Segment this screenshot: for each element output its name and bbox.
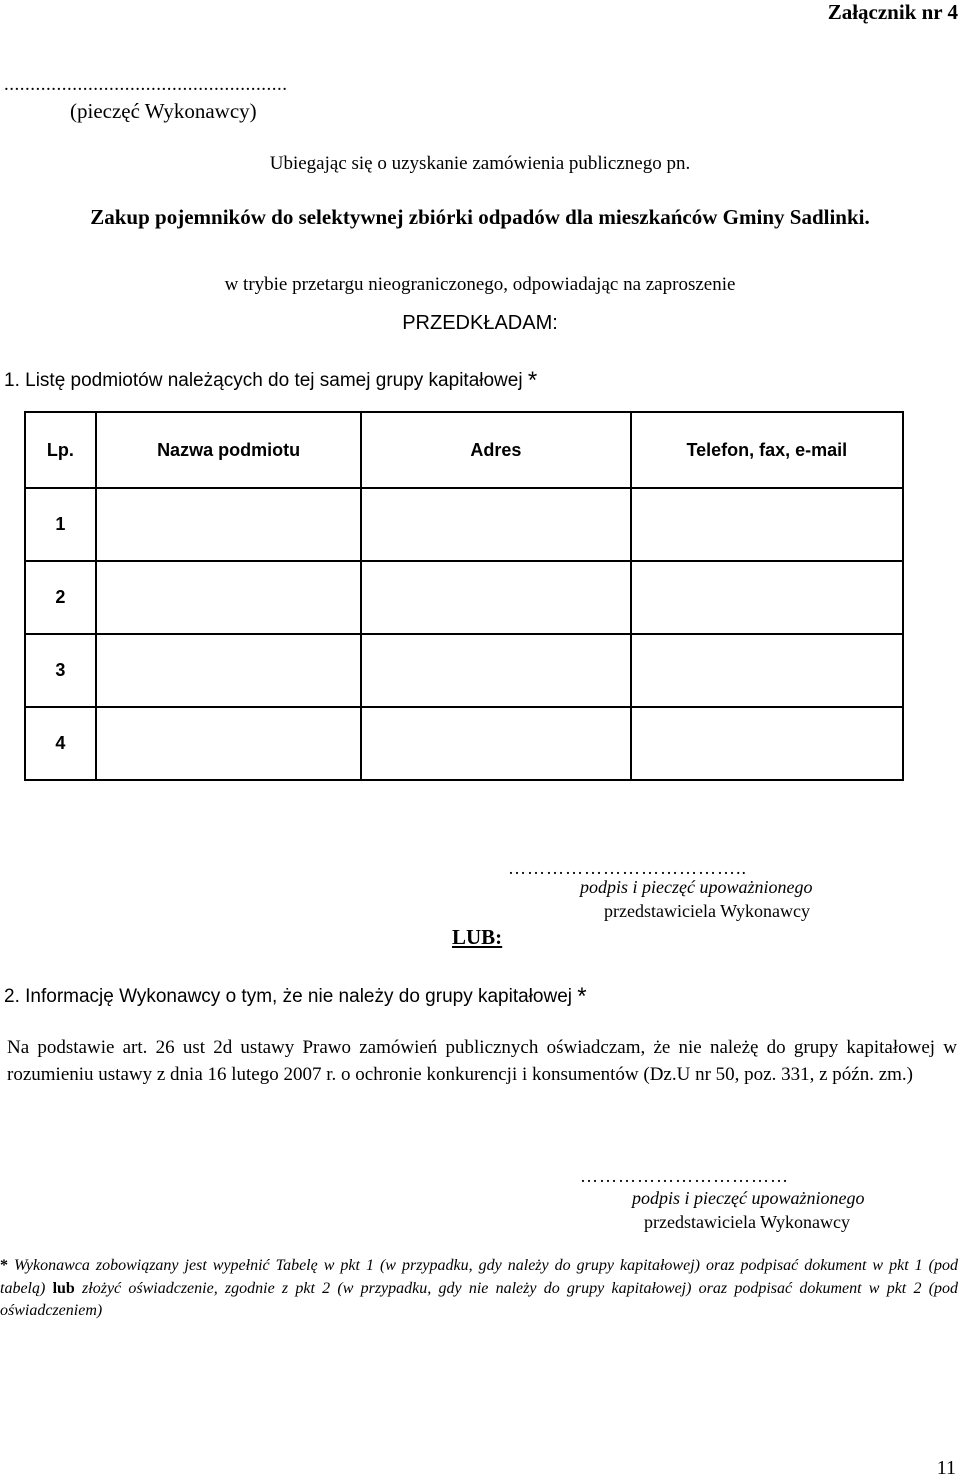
capital-group-table — [24, 411, 904, 781]
table-row — [25, 707, 903, 780]
signature-2-label: podpis i pieczęć upoważnionego — [632, 1188, 865, 1208]
column-header-lp: Lp. — [25, 412, 96, 488]
contact-cell[interactable] — [631, 634, 903, 707]
signature-2-dotted-line: …………………………… — [580, 1166, 789, 1186]
table-row — [25, 634, 903, 707]
signature-1-role: przedstawiciela Wykonawcy — [604, 901, 810, 921]
address-cell[interactable] — [361, 707, 630, 780]
table-row — [25, 561, 903, 634]
column-header-name: Nazwa podmiotu — [96, 412, 361, 488]
offer-heading: PRZEDKŁADAM: — [402, 312, 558, 334]
asterisk-mark: * — [577, 983, 587, 1010]
contact-cell[interactable] — [631, 488, 903, 561]
address-cell[interactable] — [361, 634, 630, 707]
seal-dotted-line: ...................................................... — [4, 74, 288, 95]
name-cell[interactable] — [96, 634, 361, 707]
contact-cell[interactable] — [631, 707, 903, 780]
footnote-asterisk: * — [0, 1257, 8, 1274]
section-2-heading — [4, 981, 587, 1009]
table-row — [25, 488, 903, 561]
procurement-subject: Zakup pojemników do selektywnej zbiórki odpadów dla mieszkańców Gminy Sadlinki. — [90, 205, 870, 229]
row-number: 1 — [25, 488, 96, 561]
tender-mode-line: w trybie przetargu nieograniczonego, odpowiadając na zaproszenie — [224, 274, 736, 295]
row-number: 4 — [25, 707, 96, 780]
footnote — [0, 1255, 958, 1323]
section-2-title: 2. Informację Wykonawcy o tym, że nie należy do grupy kapitałowej — [4, 986, 572, 1007]
footnote-text-1: Wykonawca zobowiązany jest wypełnić Tabelę w pkt 1 (w przypadku, gdy należy do grupy kapitałowej) oraz podpisać dokument w pkt 1 (pod tabelą) — [0, 1257, 959, 1297]
table-header-row — [25, 412, 903, 488]
column-header-address: Adres — [361, 412, 630, 488]
name-cell[interactable] — [96, 707, 361, 780]
name-cell[interactable] — [96, 561, 361, 634]
address-cell[interactable] — [361, 561, 630, 634]
footnote-text-2: złożyć oświadczenie, zgodnie z pkt 2 (w przypadku, gdy nie należy do grupy kapitałowej) oraz podpisać dokument w pkt 2 (pod oświadczeniem) — [0, 1279, 959, 1319]
signature-2-role: przedstawiciela Wykonawcy — [644, 1212, 850, 1232]
column-header-contact: Telefon, fax, e-mail — [631, 412, 903, 488]
row-number: 2 — [25, 561, 96, 634]
row-number: 3 — [25, 634, 96, 707]
contractor-seal-label: (pieczęć Wykonawcy) — [70, 99, 257, 123]
address-cell[interactable] — [361, 488, 630, 561]
declaration-statement: Na podstawie art. 26 ust 2d ustawy Prawo zamówień publicznych oświadczam, że nie należę do grupy kapitałowej w rozumieniu ustawy z dnia 16 lutego 2007 r. o ochronie konkurencji i konsumentów (Dz.U nr 50, poz. 331, z późn. zm.) — [7, 1037, 957, 1085]
page-number: 11 — [936, 1457, 956, 1479]
or-label: LUB: — [452, 925, 503, 949]
section-1-heading — [4, 365, 537, 393]
intro-line: Ubiegając się o uzyskanie zamówienia publicznego pn. — [269, 153, 691, 174]
asterisk-mark: * — [527, 367, 538, 394]
name-cell[interactable] — [96, 488, 361, 561]
contact-cell[interactable] — [631, 561, 903, 634]
footnote-or: lub — [52, 1279, 75, 1297]
section-1-title: 1. Listę podmiotów należących do tej samej grupy kapitałowej — [4, 370, 523, 391]
signature-1-dotted-line: ……………………………….. — [508, 858, 747, 878]
annex-number: Załącznik nr 4 — [827, 0, 958, 24]
signature-1-label: podpis i pieczęć upoważnionego — [580, 877, 813, 897]
